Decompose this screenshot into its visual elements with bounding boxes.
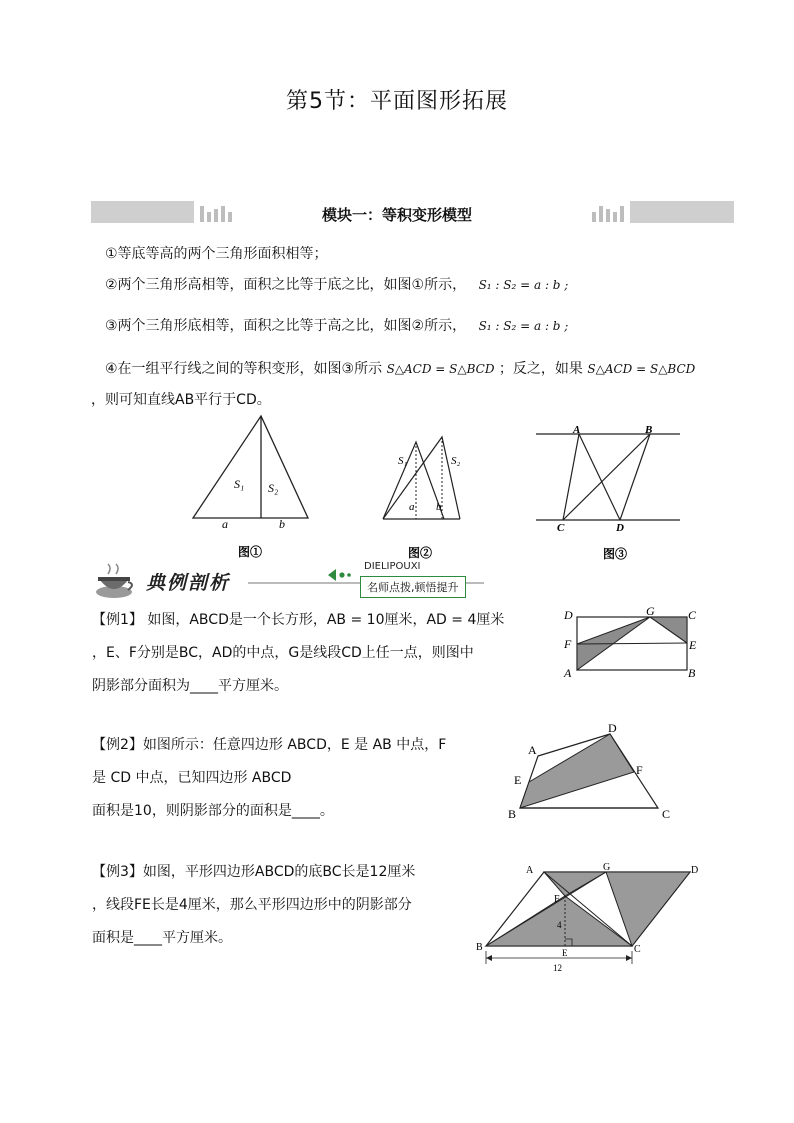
ratio-formula-2: S₁ : S₂ = a : b ; [478, 319, 569, 333]
module-bar-right [630, 201, 734, 223]
example-3-line-2: ，线段FE长是4厘米，那么平形四边形中的阴影部分 [92, 897, 412, 913]
point-3 [105, 315, 568, 335]
fig3-label-a: A [573, 424, 581, 436]
fig1-label-a: a [222, 517, 228, 531]
banner-pinyin: DIELIPOUXI [364, 561, 421, 572]
figure-caption-3: 图③ [603, 547, 628, 561]
example-2-line-1: 【例2】如图所示：任意四边形 ABCD，E 是 AB 中点，F [92, 737, 447, 753]
point-4-conclusion: ，则可知直线AB平行于CD。 [91, 392, 271, 408]
ratio-formula-1: S₁ : S₂ = a : b ; [478, 278, 569, 292]
example-1-line-1: 【例1】 如图，ABCD是一个长方形，AB = 10厘米，AD = 4厘米 [92, 612, 505, 628]
fig1-label-s1: S₁ [234, 477, 245, 491]
figure-caption-2: 图② [408, 546, 433, 560]
figure-3 [533, 420, 683, 565]
point-4-text: ④在一组平行线之间的等积变形，如图③所示 [105, 361, 383, 377]
ex1-label-b: B [688, 666, 696, 680]
ex2-label-f: F [636, 763, 643, 777]
ex3-label-e: E [562, 948, 568, 958]
ex3-label-c: C [634, 944, 641, 955]
example-3-line-1: 【例3】如图，平形四边形ABCD的底BC长是12厘米 [92, 864, 416, 880]
ex1-label-f: F [564, 637, 572, 651]
point-4 [105, 358, 695, 378]
fig1-label-s2: S₂ [268, 481, 279, 495]
area-equation-1: S△ACD = S△BCD [386, 362, 495, 376]
fig3-label-d: D [616, 522, 624, 534]
point-2 [105, 274, 568, 294]
ex3-label-4: 4 [557, 920, 562, 930]
example-1-line-3: 阴影部分面积为____平方厘米。 [92, 678, 288, 694]
example-2-figure [500, 724, 685, 824]
module-title: 模块一：等积变形模型 [321, 206, 472, 224]
ex2-label-a: A [528, 743, 537, 757]
example-3 [92, 856, 415, 955]
area-equation-2: S△ACD = S△BCD [587, 362, 696, 376]
example-1-figure [560, 605, 700, 683]
example-1-line-2: ，E、F分别是BC，AD的中点，G是线段CD上任一点，则图中 [92, 645, 474, 661]
ex3-label-a: A [526, 865, 534, 876]
ex3-label-f: F [554, 894, 560, 905]
page-title: 第5节：平面图形拓展 [286, 89, 508, 114]
example-3-figure [474, 860, 702, 978]
example-banner [88, 562, 488, 602]
fig2-label-s1: S₁ [398, 455, 408, 467]
fig1-label-b: b [279, 517, 285, 531]
arrow-dots-icon [326, 567, 356, 583]
point-2-text: ②两个三角形高相等，面积之比等于底之比，如图①所示， [105, 277, 467, 293]
fig2-label-b: b [436, 501, 442, 513]
point-4-converse: ；反之，如果 [498, 361, 583, 377]
ex3-label-b: B [476, 942, 483, 953]
module-ticks-right [592, 206, 624, 222]
ex3-label-d: D [691, 865, 699, 876]
example-2-line-2: 是 CD 中点，已知四边形 ABCD [92, 770, 292, 786]
fig2-label-a: a [409, 501, 415, 513]
figure-caption-1: 图① [238, 545, 263, 559]
point-1: ①等底等高的两个三角形面积相等； [105, 246, 328, 262]
figure-1 [186, 412, 316, 562]
ex3-label-12: 12 [553, 963, 562, 973]
ex2-label-c: C [662, 807, 671, 821]
banner-title: 典例剖析 [146, 572, 231, 594]
ex1-label-d: D [564, 608, 573, 622]
fig3-label-b: B [645, 424, 653, 436]
ex1-label-g: G [646, 605, 655, 618]
point-3-text: ③两个三角形底相等，面积之比等于高之比，如图②所示， [105, 318, 467, 334]
fig2-label-s2: S₂ [451, 455, 461, 467]
example-2 [92, 729, 446, 828]
example-2-line-3: 面积是10，则阴影部分的面积是____。 [92, 803, 334, 819]
ex1-label-e: E [689, 638, 697, 652]
ex2-label-b: B [508, 807, 517, 821]
teacup-icon [88, 562, 148, 602]
example-3-line-3: 面积是____平方厘米。 [92, 930, 232, 946]
ex3-label-g: G [603, 862, 611, 873]
fig3-label-c: C [557, 522, 565, 534]
example-1 [92, 604, 504, 703]
figure-2 [378, 432, 468, 562]
ex2-label-e: E [514, 773, 522, 787]
ex2-label-d: D [608, 724, 617, 735]
ex1-label-c: C [688, 608, 697, 622]
ex1-label-a: A [564, 666, 572, 680]
banner-tip: 名师点拨,顿悟提升 [360, 576, 466, 598]
